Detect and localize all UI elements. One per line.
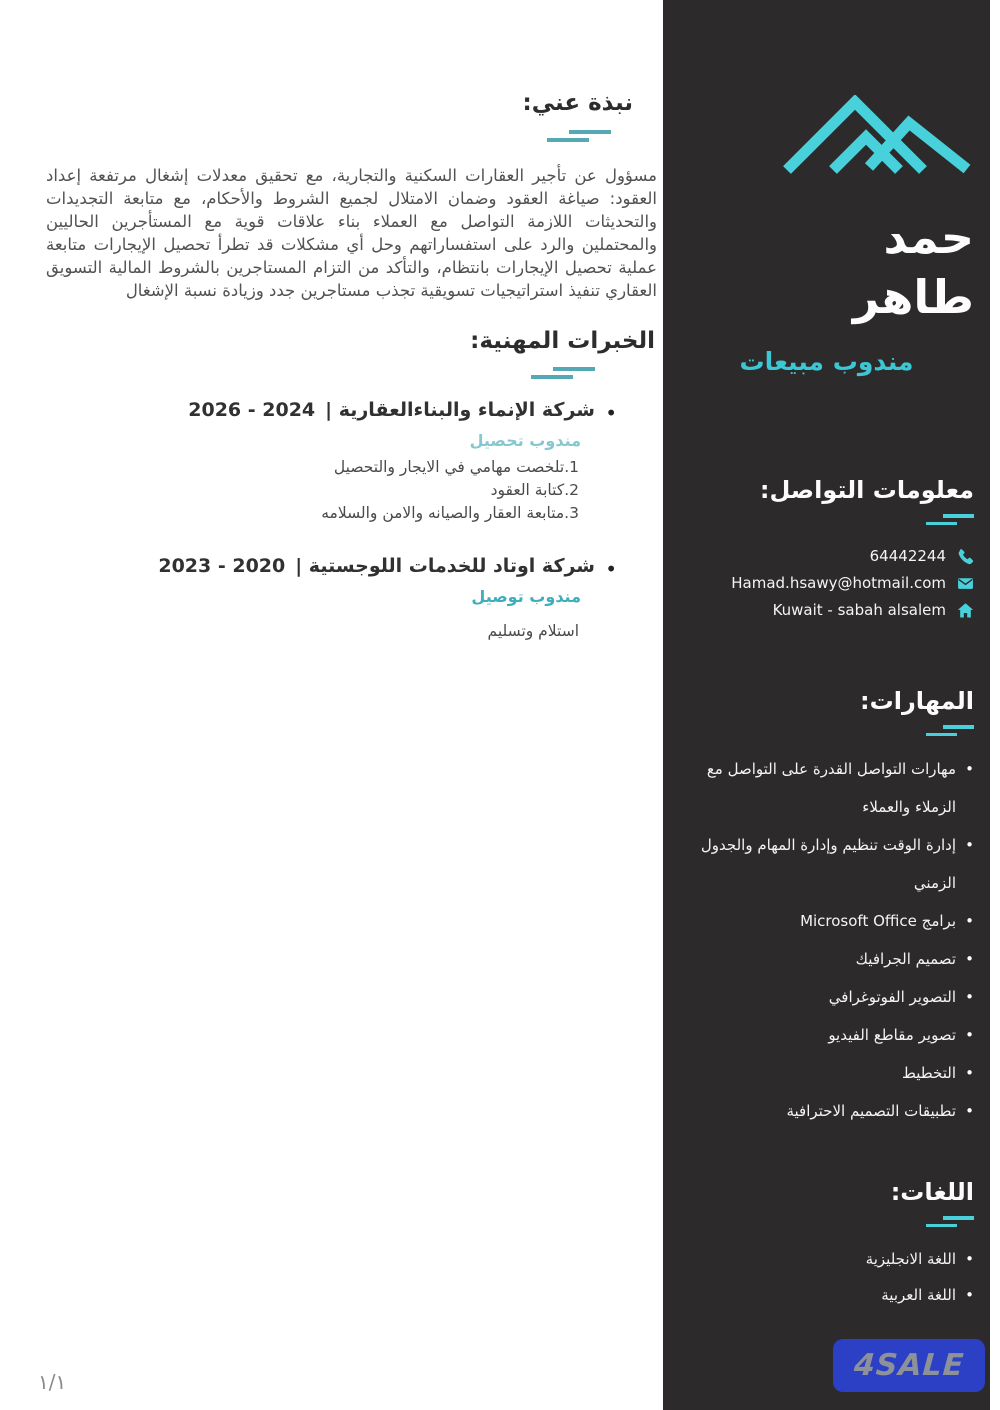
experience-detail: 1.تلخصت مهامي في الايجار والتحصيل	[333, 458, 579, 476]
skill-item: • التصوير الفوتوغرافي	[679, 978, 974, 1016]
skill-item: • إدارة الوقت تنظيم وإدارة المهام والجدول الزمني	[679, 826, 974, 902]
experience-item	[0, 555, 617, 643]
sidebar	[663, 0, 990, 1410]
experience-role: مندوب تحصيل	[469, 431, 581, 450]
about-heading: نبذة عني:	[522, 90, 633, 116]
4sale-logo-text: 4SALE	[852, 1348, 966, 1383]
skill-item: • تصميم الجرافيك	[679, 940, 974, 978]
experience-role: مندوب توصيل	[471, 587, 581, 606]
skill-item: • تطبيقات التصميم الاحترافية	[679, 1092, 974, 1130]
job-title: مندوب مبيعات	[739, 347, 914, 376]
experience-detail: 3.متابعة العقار والصيانه والامن والسلامه	[321, 504, 579, 522]
experience-details	[0, 620, 579, 643]
contact-row-phone	[679, 547, 974, 565]
address-text: Kuwait - sabah alsalem	[772, 601, 946, 619]
heading-underline-decoration	[926, 725, 974, 736]
phone-icon	[957, 548, 974, 565]
company-name: شركة اوتاد للخدمات اللوجستية |	[295, 555, 595, 577]
language-item: • اللغة العربية	[679, 1277, 974, 1313]
experience-details	[0, 456, 579, 525]
heading-underline-decoration	[531, 367, 595, 379]
contact-row-email	[679, 574, 974, 592]
skill-item: • برامج Microsoft Office	[679, 902, 974, 940]
contact-heading: معلومات التواصل:	[759, 476, 974, 504]
language-item: • اللغة الانجليزية	[679, 1241, 974, 1277]
languages-heading: اللغات:	[890, 1178, 974, 1206]
heading-underline-decoration	[926, 1216, 974, 1227]
email-address: Hamad.hsawy@hotmail.com	[731, 574, 946, 592]
experience-detail: استلام وتسليم	[487, 622, 579, 640]
company-name: شركة الإنماء والبناءالعقارية |	[325, 399, 595, 421]
mountains-logo	[679, 0, 974, 175]
experience-list	[0, 399, 617, 643]
skill-item: • التخطيط	[679, 1054, 974, 1092]
person-last-name: طاهر	[852, 270, 974, 324]
person-first-name: حمد	[883, 210, 974, 264]
experience-section	[0, 328, 663, 643]
contact-row-address	[679, 601, 974, 619]
page-number: ١/١	[38, 1370, 67, 1394]
skills-heading: المهارات:	[860, 687, 974, 715]
about-paragraph: مسؤول عن تأجير العقارات السكنية والتجارية، مع تحقيق معدلات إشغال مرتفعة إعداد العقود: صياغة العقود وضمان الامتلال لجميع الشروط والأحكام، مع متابعة التجديدات والتحديثات اللازمة التواصل مع العملاء بناء علاقات قوية مع المستأجرين الحاليين والمحتملين والرد على استفساراتهم وحل أي مشكلات قد تطرأ تحصيل الإيجارات متابعة عملية تحصيل الإيجارات بانتظام، والتأكد من التزام المستاجرين بالشروط المالية التسويق العقاري تنفيذ استراتيجيات تسويقية تجذب مستاجرين جدد وزيادة نسبة الإشغال	[46, 166, 657, 300]
experience-detail: 2.كتابة العقود	[490, 481, 579, 499]
skills-list	[679, 750, 974, 1130]
4sale-logo	[833, 1339, 985, 1392]
experience-item	[0, 399, 617, 525]
skill-item: • مهارات التواصل القدرة على التواصل مع الزملاء والعملاء	[679, 750, 974, 826]
envelope-icon	[957, 575, 974, 592]
about-section	[0, 90, 663, 302]
experience-period: 2024 - 2026	[188, 399, 316, 421]
heading-underline-decoration	[926, 514, 974, 525]
person-name	[679, 207, 974, 327]
bullet-icon: •	[605, 557, 617, 581]
home-icon	[957, 602, 974, 619]
experience-title	[0, 555, 595, 577]
bullet-icon: •	[605, 401, 617, 425]
skill-item: • تصوير مقاطع الفيديو	[679, 1016, 974, 1054]
phone-number: 64442244	[869, 547, 946, 565]
experience-period: 2020 - 2023	[158, 555, 286, 577]
experience-title	[0, 399, 595, 421]
contact-rows	[679, 547, 974, 619]
languages-list	[679, 1241, 974, 1313]
experience-heading: الخبرات المهنية:	[470, 328, 655, 354]
heading-underline-decoration	[547, 130, 611, 142]
